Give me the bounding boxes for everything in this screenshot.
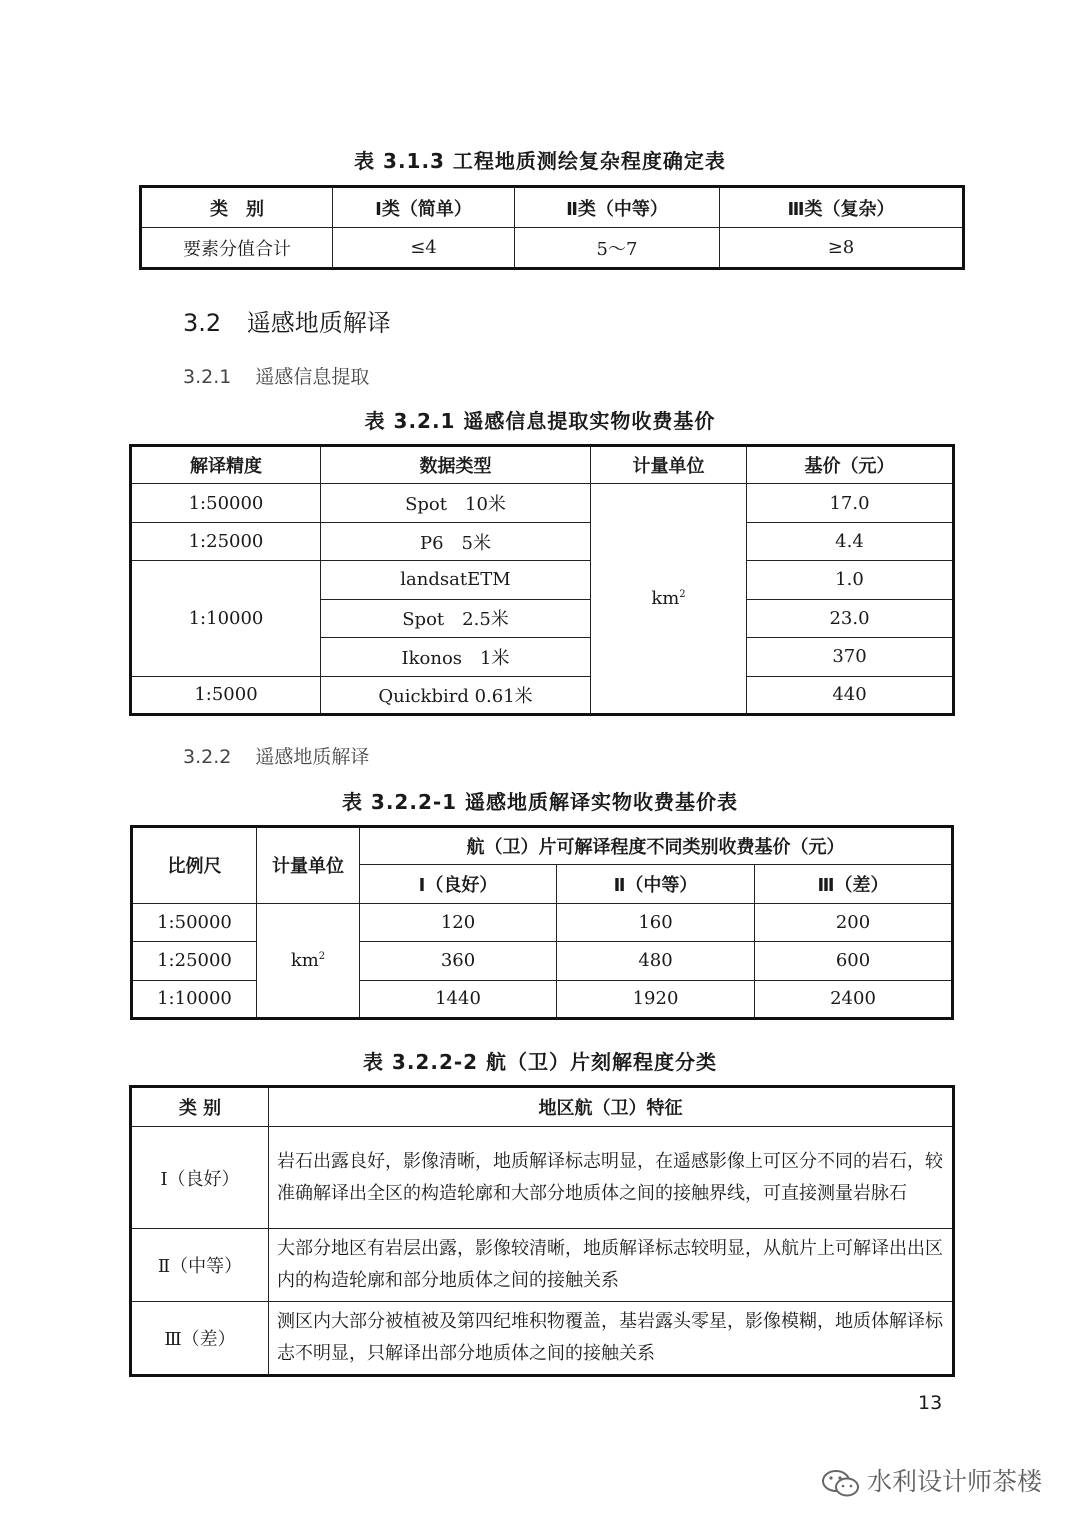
table-3-2-1-caption: 表 3.2.1 遥感信息提取实物收费基价 [364,409,716,433]
unit-text: km [290,949,319,971]
fee-cell: 360 [360,942,557,980]
scale-cell: 1:10000 [132,980,257,1018]
subsection-3-2-2-heading [183,742,369,769]
fee-cell: 2400 [755,980,953,1018]
watermark-text: 水利设计师茶楼 [866,1467,1042,1496]
header-class-1: Ⅰ类（简单） [333,187,515,228]
table-3-2-2-2-caption: 表 3.2.2-2 航（卫）片刻解程度分类 [362,1050,718,1074]
header-class-poor: Ⅲ（差） [755,865,953,903]
header-data-type: 数据类型 [321,446,591,484]
header-unit: 计量单位 [257,827,360,904]
table-3-2-2-2 [129,1085,955,1377]
header-category: 类 别 [141,187,333,228]
table-3-2-1 [129,444,955,716]
scale-cell: 1:50000 [132,903,257,941]
price-cell: 4.4 [747,522,954,560]
price-cell: 440 [747,676,954,714]
section-3-2-heading [183,303,391,338]
feature-cell: 大部分地区有岩层出露，影像较清晰，地质解译标志较明显，从航片上可解译出出区内的构造轮廓和部分地质体之间的接触关系 [269,1229,954,1302]
price-cell: 370 [747,638,954,676]
table-3-2-2-1 [130,825,954,1020]
section-number: 3.2 [183,309,222,337]
precision-cell: 1:50000 [131,484,321,522]
fee-cell: 120 [360,903,557,941]
data-type-cell: Spot 2.5米 [321,599,591,637]
subsection-number: 3.2.1 [183,366,232,388]
data-type-cell: Quickbird 0.61米 [321,676,591,714]
value-class-2: 5～7 [515,228,720,269]
header-class-2: Ⅱ类（中等） [515,187,720,228]
precision-cell: 1:25000 [131,522,321,560]
unit-superscript: 2 [318,950,326,962]
data-type-cell: landsatETM [321,561,591,599]
precision-cell: 1:5000 [131,676,321,714]
wechat-icon [821,1468,861,1498]
table-3-1-3 [139,185,965,270]
header-precision: 解译精度 [131,446,321,484]
value-class-1: ≤4 [333,228,515,269]
class-cell: Ⅲ（差） [131,1302,269,1376]
page-number: 13 [918,1392,943,1414]
feature-cell: 测区内大部分被植被及第四纪堆积物覆盖，基岩露头零星，影像模糊，地质体解译标志不明显，只解译出部分地质体之间的接触关系 [269,1302,954,1376]
subsection-3-2-1-heading [183,362,369,389]
scale-cell: 1:25000 [132,942,257,980]
table-3-2-2-1-caption: 表 3.2.2-1 遥感地质解译实物收费基价表 [341,790,739,814]
unit-superscript: 2 [679,589,686,601]
class-cell: Ⅰ（良好） [131,1127,269,1229]
header-class-3: Ⅲ类（复杂） [720,187,964,228]
value-class-3: ≥8 [720,228,964,269]
header-feature: 地区航（卫）特征 [269,1087,954,1127]
price-cell: 23.0 [747,599,954,637]
class-cell: Ⅱ（中等） [131,1229,269,1302]
subsection-number: 3.2.2 [183,746,232,768]
header-category: 类 别 [131,1087,269,1127]
price-cell: 1.0 [747,561,954,599]
table-3-1-3-caption: 表 3.1.3 工程地质测绘复杂程度确定表 [354,149,726,173]
fee-cell: 480 [557,942,755,980]
data-type-cell: Ikonos 1米 [321,638,591,676]
header-class-medium: Ⅱ（中等） [557,865,755,903]
header-fee-group: 航（卫）片可解译程度不同类别收费基价（元） [360,827,953,865]
header-base-price: 基价（元） [747,446,954,484]
header-unit: 计量单位 [591,446,747,484]
section-title: 遥感地质解译 [246,309,391,337]
subsection-title: 遥感信息提取 [255,366,370,388]
row-label: 要素分值合计 [141,228,333,269]
feature-cell: 岩石出露良好，影像清晰，地质解译标志明显，在遥感影像上可区分不同的岩石，较准确解译出全区的构造轮廓和大部分地质体之间的接触界线，可直接测量岩脉石 [269,1127,954,1229]
header-scale: 比例尺 [132,827,257,904]
data-type-cell: Spot 10米 [321,484,591,522]
unit-cell [257,903,360,1018]
fee-cell: 1440 [360,980,557,1018]
data-type-cell: P6 5米 [321,522,591,560]
unit-text: km [651,588,680,610]
unit-cell [591,484,747,715]
fee-cell: 600 [755,942,953,980]
fee-cell: 200 [755,903,953,941]
subsection-title: 遥感地质解译 [255,746,370,768]
header-class-good: Ⅰ（良好） [360,865,557,903]
fee-cell: 1920 [557,980,755,1018]
fee-cell: 160 [557,903,755,941]
watermark [821,1462,1042,1498]
precision-cell: 1:10000 [131,561,321,676]
price-cell: 17.0 [747,484,954,522]
